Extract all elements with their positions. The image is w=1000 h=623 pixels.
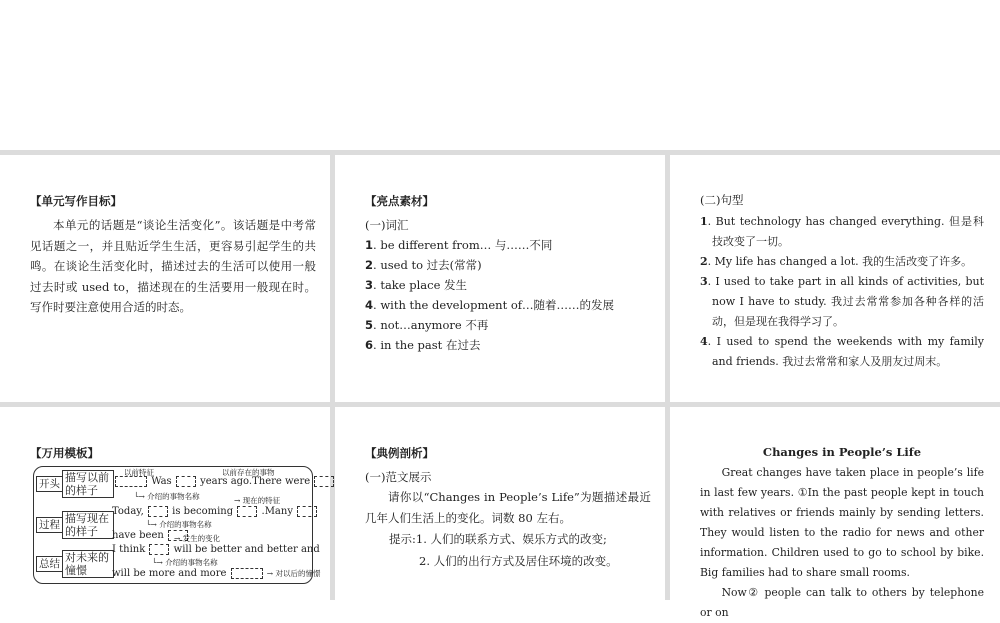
hint-line: 提示:1. 人们的联系方式、娱乐方式的改变; <box>389 532 607 546</box>
panel-writing-goal <box>0 155 330 402</box>
panel-heading: 【单元写作目标】 <box>30 194 122 208</box>
template-line: have been <box>112 530 189 541</box>
blank-box <box>115 476 147 487</box>
section-label: 描写以前的样子 <box>62 470 114 498</box>
template-diagram <box>33 466 321 584</box>
panel-vocabulary <box>335 155 665 402</box>
annotation: 以前特征 <box>124 468 154 477</box>
section-label: 对未来的憧憬 <box>62 550 114 578</box>
template-line: Was years ago.There were <box>114 476 335 487</box>
panel-model-essay <box>670 407 1000 619</box>
template-line: will be more and more → 对以后的憧憬 <box>112 568 321 579</box>
list-item: 1. be different from… 与……不同 <box>365 238 553 252</box>
panel-sentences <box>670 155 1000 402</box>
list-item: 1. But technology has changed everything. 但是科技改变了一切。 <box>700 215 984 248</box>
annotation: └→ 介绍的事物名称 <box>134 492 200 501</box>
panel-heading: 【亮点素材】 <box>365 194 434 208</box>
template-line: I think will be better and better and <box>112 544 320 555</box>
blank-box <box>149 544 169 555</box>
annotation: → 现在的特征 <box>234 496 281 505</box>
section-tag: 开头 <box>36 476 63 492</box>
section-tag: 过程 <box>36 517 63 533</box>
list-item: 4. I used to spend the weekends with my family and friends. 我过去常常和家人及朋友过周末。 <box>700 335 984 368</box>
subheading: (二)句型 <box>700 193 744 207</box>
list-item: 3. take place 发生 <box>365 278 468 292</box>
essay-paragraph: Great changes have taken place in people’s life in last few years. ①In the past people kept in touch with relatives or friends mainly by sending letters. They would listen to the radio for news and other information. Children used to go to school by bike. Big families had to share small rooms. <box>700 466 984 579</box>
list-item: 5. not…anymore 不再 <box>365 318 489 332</box>
subheading: (一)范文展示 <box>365 470 432 484</box>
panel-heading: 【万用模板】 <box>30 446 99 460</box>
list-item: 6. in the past 在过去 <box>365 338 481 352</box>
blank-box <box>237 506 257 517</box>
panel-example-analysis <box>335 407 665 600</box>
section-tag: 总结 <box>36 556 63 572</box>
annotation: 对以后的憧憬 <box>275 569 321 578</box>
blank-box <box>176 476 196 487</box>
annotation: → 发生的变化 <box>174 534 221 543</box>
subheading: (一)词汇 <box>365 218 409 232</box>
annotation: 以前存在的事物 <box>222 468 275 477</box>
annotation: └→ 介绍的事物名称 <box>146 520 212 529</box>
blank-box <box>314 476 334 487</box>
template-line: Today, is becoming .Many <box>112 506 318 517</box>
top-blank-area <box>0 0 1000 150</box>
list-item: 4. with the development of…随着……的发展 <box>365 298 615 312</box>
prompt-text: 请你以“Changes in People’s Life”为题描述最近几年人们生活上的变化。词数 80 左右。 <box>365 490 651 525</box>
essay-paragraph: Now② people can talk to others by telephone or on <box>700 586 984 619</box>
list-item: 2. used to 过去(常常) <box>365 258 482 272</box>
goal-text: 本单元的话题是“谈论生活变化”。该话题是中考常见话题之一，并且贴近学生生活，更容易引起学生的共鸣。在谈论生活变化时，描述过去的生活可以使用一般过去时或 used to，描述现在的生活要用一般现在时。写作时要注意使用合适的时态。 <box>30 218 316 314</box>
annotation: └→ 介绍的事物名称 <box>152 558 218 567</box>
blank-box <box>231 568 263 579</box>
essay-title: Changes in People’s Life <box>762 445 922 459</box>
blank-box <box>148 506 168 517</box>
section-label: 描写现在的样子 <box>62 511 114 539</box>
hint-line: 2. 人们的出行方式及居住环境的改变。 <box>419 554 618 568</box>
list-item: 3. I used to take part in all kinds of activities, but now I have to study. 我过去常常参加各种各样的活动，但是现在我得学习了。 <box>700 275 984 328</box>
panel-heading: 【典例剖析】 <box>365 446 434 460</box>
essay-body <box>700 463 984 623</box>
list-item: 2. My life has changed a lot. 我的生活改变了许多。 <box>700 255 973 268</box>
blank-box <box>297 506 317 517</box>
